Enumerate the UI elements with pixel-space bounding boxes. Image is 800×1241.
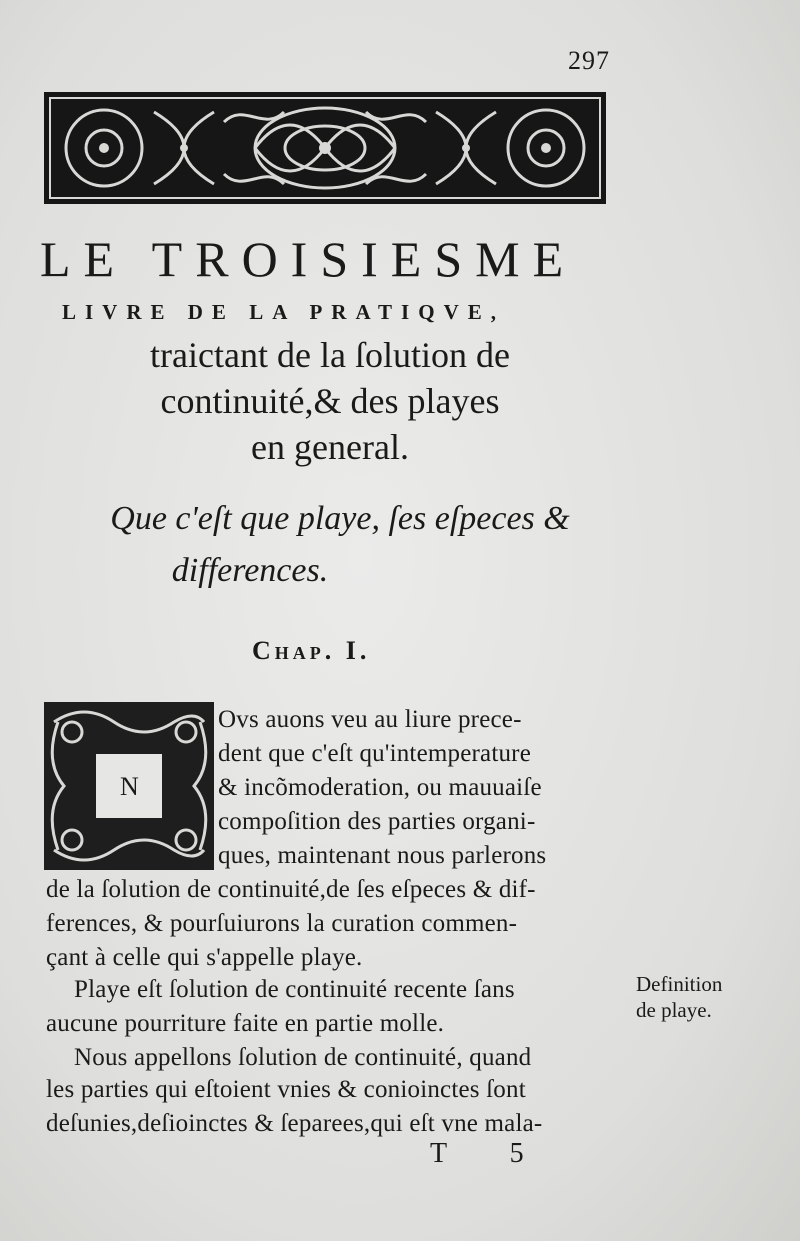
body-line-7: ferences, & pourſuiurons la curation commen- <box>46 910 518 937</box>
body-line-6: de la ſolution de continuité,de ſes eſpeces & dif- <box>46 876 536 903</box>
body-line-1: Ovs auons veu au liure prece- <box>218 706 522 733</box>
dropcap-letter: N <box>120 772 139 801</box>
body-line-8: çant à celle qui s'appelle playe. <box>46 944 363 971</box>
ornamental-headpiece <box>44 92 606 204</box>
page-number: 297 <box>568 46 610 75</box>
body-line-3: & incõmoderation, ou mauuaiſe <box>218 774 542 801</box>
title-line-2: continuité,& des playes <box>160 381 500 421</box>
body-line-5: ques, maintenant nous parlerons <box>218 842 547 869</box>
body-line-10: aucune pourriture faite en partie molle. <box>46 1010 445 1037</box>
margin-note-line-1: Definition <box>636 972 723 996</box>
body-line-9: Playe eſt ſolution de continuité recente ſans <box>74 976 515 1003</box>
chapter-heading-line-1: Que c'eſt que playe, ſes eſpeces & <box>110 500 570 537</box>
body-line-4: compoſition des parties organi- <box>218 808 536 835</box>
body-line-12: les parties qui eſtoient vnies & conioinctes ſont <box>46 1076 526 1103</box>
signature-mark: T 5 <box>430 1138 552 1169</box>
book-subtitle: LIVRE DE LA PRATIQVE, <box>62 300 505 324</box>
chapter-heading-line-2: differences. <box>171 552 329 589</box>
body-line-2: dent que c'eſt qu'intemperature <box>218 740 531 767</box>
body-line-11: Nous appellons ſolution de continuité, quand <box>74 1044 532 1071</box>
title-line-1: traictant de la ſolution de <box>150 335 510 375</box>
title-line-3: en general. <box>251 427 409 467</box>
chapter-number: Chap. I. <box>252 636 371 665</box>
body-line-13: deſunies,deſioinctes & ſeparees,qui eſt vne mala- <box>46 1110 543 1137</box>
margin-note-line-2: de playe. <box>636 998 712 1022</box>
book-title: LE TROISIESME <box>40 231 577 287</box>
